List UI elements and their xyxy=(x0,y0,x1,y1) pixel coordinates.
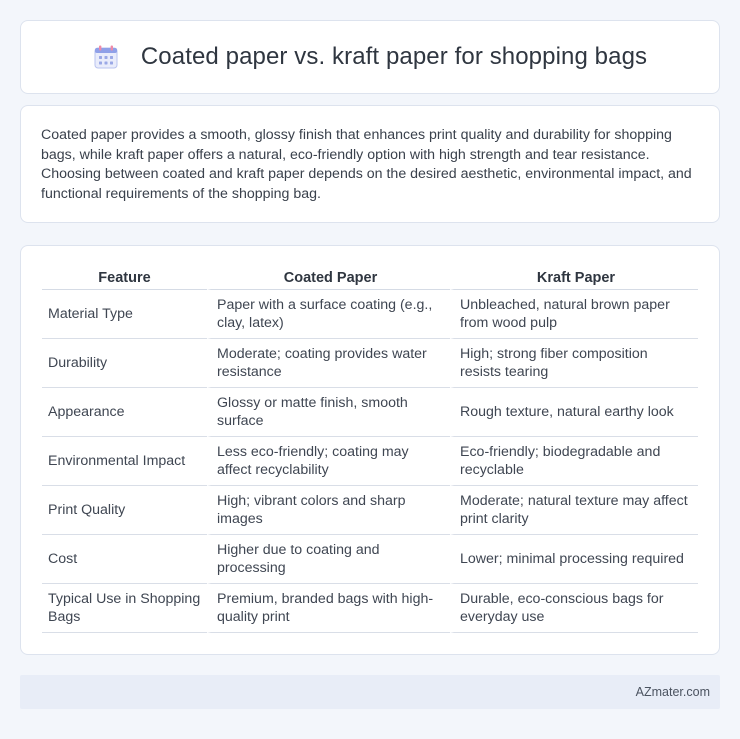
feature-cell: Appearance xyxy=(42,388,207,437)
coated-paper-cell: Moderate; coating provides water resistance xyxy=(207,339,450,388)
table-row xyxy=(42,486,698,535)
table-row xyxy=(42,388,698,437)
coated-paper-cell: Paper with a surface coating (e.g., clay, latex) xyxy=(207,290,450,339)
kraft-paper-cell: Moderate; natural texture may affect print clarity xyxy=(450,486,698,535)
calendar-icon xyxy=(93,44,119,70)
column-header-feature: Feature xyxy=(42,263,207,290)
kraft-paper-cell: Durable, eco-conscious bags for everyday use xyxy=(450,584,698,633)
feature-cell: Cost xyxy=(42,535,207,584)
kraft-paper-cell: High; strong fiber composition resists tearing xyxy=(450,339,698,388)
coated-paper-cell: Higher due to coating and processing xyxy=(207,535,450,584)
coated-paper-cell: Premium, branded bags with high-quality print xyxy=(207,584,450,633)
kraft-paper-cell: Eco-friendly; biodegradable and recyclable xyxy=(450,437,698,486)
column-header-kraft-paper: Kraft Paper xyxy=(450,263,698,290)
header-card xyxy=(20,20,720,94)
coated-paper-cell: High; vibrant colors and sharp images xyxy=(207,486,450,535)
page-title: Coated paper vs. kraft paper for shopping bags xyxy=(140,43,648,70)
footer-bar xyxy=(20,675,720,709)
coated-paper-cell: Less eco-friendly; coating may affect recyclability xyxy=(207,437,450,486)
kraft-paper-cell: Rough texture, natural earthy look xyxy=(450,388,698,437)
comparison-table-card xyxy=(20,245,720,655)
intro-card xyxy=(20,105,720,223)
table-header-row xyxy=(42,263,698,290)
feature-cell: Material Type xyxy=(42,290,207,339)
table-row xyxy=(42,339,698,388)
table-row xyxy=(42,535,698,584)
column-header-coated-paper: Coated Paper xyxy=(207,263,450,290)
feature-cell: Environmental Impact xyxy=(42,437,207,486)
kraft-paper-cell: Lower; minimal processing required xyxy=(450,535,698,584)
intro-paragraph: Coated paper provides a smooth, glossy finish that enhances print quality and durability for shopping bags, while kraft paper offers a natural, eco-friendly option with high strength and tear resistance. Choosing between coated and kraft paper depends on the desired aesthetic, environmental impact, and functional requirements of the shopping bag. xyxy=(41,127,692,202)
kraft-paper-cell: Unbleached, natural brown paper from wood pulp xyxy=(450,290,698,339)
comparison-table xyxy=(42,263,698,633)
table-row xyxy=(42,290,698,339)
footer-site-name: AZmater.com xyxy=(635,685,710,699)
feature-cell: Durability xyxy=(42,339,207,388)
table-row xyxy=(42,437,698,486)
feature-cell: Typical Use in Shopping Bags xyxy=(42,584,207,633)
coated-paper-cell: Glossy or matte finish, smooth surface xyxy=(207,388,450,437)
table-row xyxy=(42,584,698,633)
feature-cell: Print Quality xyxy=(42,486,207,535)
